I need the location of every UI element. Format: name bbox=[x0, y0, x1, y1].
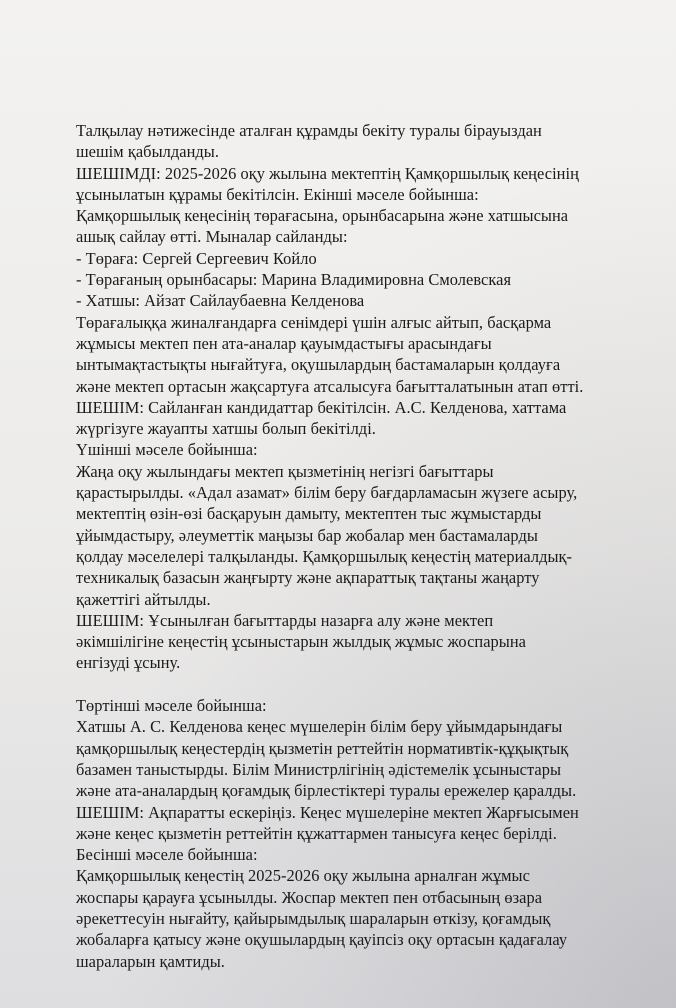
text-line: Талқылау нәтижесінде аталған құрамды бекіту туралы бірауыздан bbox=[76, 121, 542, 140]
section-heading: Төртінші мәселе бойынша: bbox=[76, 696, 267, 716]
text-line: және кеңес қызметін реттейтін құжаттармен танысуға кеңес берілді. bbox=[76, 823, 557, 843]
text-line: қарастырылды. «Адал азамат» білім беру бағдарламасын жүзеге асыру, bbox=[76, 483, 578, 503]
text-line: қамқоршылық кеңестердің қызметін реттейтін нормативтік-құқықтық bbox=[76, 738, 569, 758]
text-line: мектептің өзін-өзі басқаруын дамыту, мектептен тыс жұмыстарды bbox=[76, 504, 542, 524]
text-line: Қамқоршылық кеңестің 2025-2026 оқу жылына арналған жұмыс bbox=[76, 866, 530, 886]
text-line: Қамқоршылық кеңесінің төрағасына, орынбасарына және хатшысына bbox=[76, 206, 569, 226]
text-line: және мектеп ортасын жақсартуға атсалысуға бағытталатынын атап өтті. bbox=[76, 376, 584, 396]
section-heading: Бесінші мәселе бойынша: bbox=[76, 845, 258, 865]
list-item-deputy: - Төрағаның орынбасары: Марина Владимировна Смолевская bbox=[76, 270, 512, 290]
decision-line: ШЕШІМДІ: 2025-2026 оқу жылына мектептің Қамқоршылық кеңесінің bbox=[76, 163, 579, 183]
decision-line: ШЕШІМ: Ақпаратты ескеріңіз. Кеңес мүшелеріне мектеп Жарғысымен bbox=[76, 802, 579, 822]
section-heading: Үшінші мәселе бойынша: bbox=[76, 440, 258, 460]
text-line: жоспары қарауға ұсынылды. Жоспар мектеп пен отбасының өзара bbox=[76, 887, 543, 907]
text-line: техникалық базасын жаңғырту және ақпараттық тақтаны жаңарту bbox=[76, 568, 540, 588]
text-line: және ата-аналардың қоғамдық бірлестіктері туралы ережелер қаралды. bbox=[76, 781, 577, 801]
text-line: қолдау мәселелері талқыланды. Қамқоршылық кеңестің материалдық- bbox=[76, 546, 573, 566]
decision-line: ШЕШІМ: Сайланған кандидаттар бекітілсін. А.С. Келденова, хаттама bbox=[76, 397, 567, 417]
text-line: базамен таныстырды. Білім Министрлігінің әдістемелік ұсыныстары bbox=[76, 759, 562, 779]
text-line: шешім қабылданды. bbox=[76, 142, 219, 162]
document-body bbox=[76, 120, 666, 972]
text-line: әкімшілігіне кеңестің ұсыныстарын жылдық жұмыс жоспарына bbox=[76, 632, 526, 652]
text-line: жүргізуге жауапты хатшы болып бекітілді. bbox=[76, 419, 376, 439]
list-item-chair: - Төраға: Сергей Сергеевич Койло bbox=[76, 248, 317, 268]
text-line: Жаңа оқу жылындағы мектеп қызметінің негізгі бағыттары bbox=[76, 461, 494, 481]
text-line: жобаларға қатысу және оқушылардың қауіпсіз оқу ортасын қадағалау bbox=[76, 930, 568, 950]
text-line: ұйымдастыру, әлеуметтік маңызы бар жобалар мен бастамаларды bbox=[76, 525, 538, 545]
text-line: ашық сайлау өтті. Мыналар сайланды: bbox=[76, 227, 348, 247]
text-line: ұсынылатын құрамы бекітілсін. Екінші мәселе бойынша: bbox=[76, 184, 479, 204]
text-line: Хатшы А. С. Келденова кеңес мүшелерін білім беру ұйымдарындағы bbox=[76, 717, 563, 737]
text-line: әрекеттесуін нығайту, қайырымдылық шараларын өткізу, қоғамдық bbox=[76, 908, 551, 928]
text-line: жұмысы мектеп пен ата-аналар қауымдастығы арасындағы bbox=[76, 333, 492, 353]
list-item-secretary: - Хатшы: Айзат Сайлаубаевна Келденова bbox=[76, 291, 365, 311]
text-line: ынтымақтастықты нығайтуға, оқушылардың бастамаларын қолдауға bbox=[76, 355, 561, 375]
paragraph-gap bbox=[76, 674, 666, 695]
text-line: енгізуді ұсыну. bbox=[76, 653, 181, 673]
decision-line: ШЕШІМ: Ұсынылған бағыттарды назарға алу және мектеп bbox=[76, 610, 494, 630]
text-line: қажеттігі айтылды. bbox=[76, 589, 211, 609]
text-line: Төрағалыққа жиналғандарға сенімдері үшін алғыс айтып, басқарма bbox=[76, 312, 552, 332]
text-line: шараларын қамтиды. bbox=[76, 951, 225, 971]
